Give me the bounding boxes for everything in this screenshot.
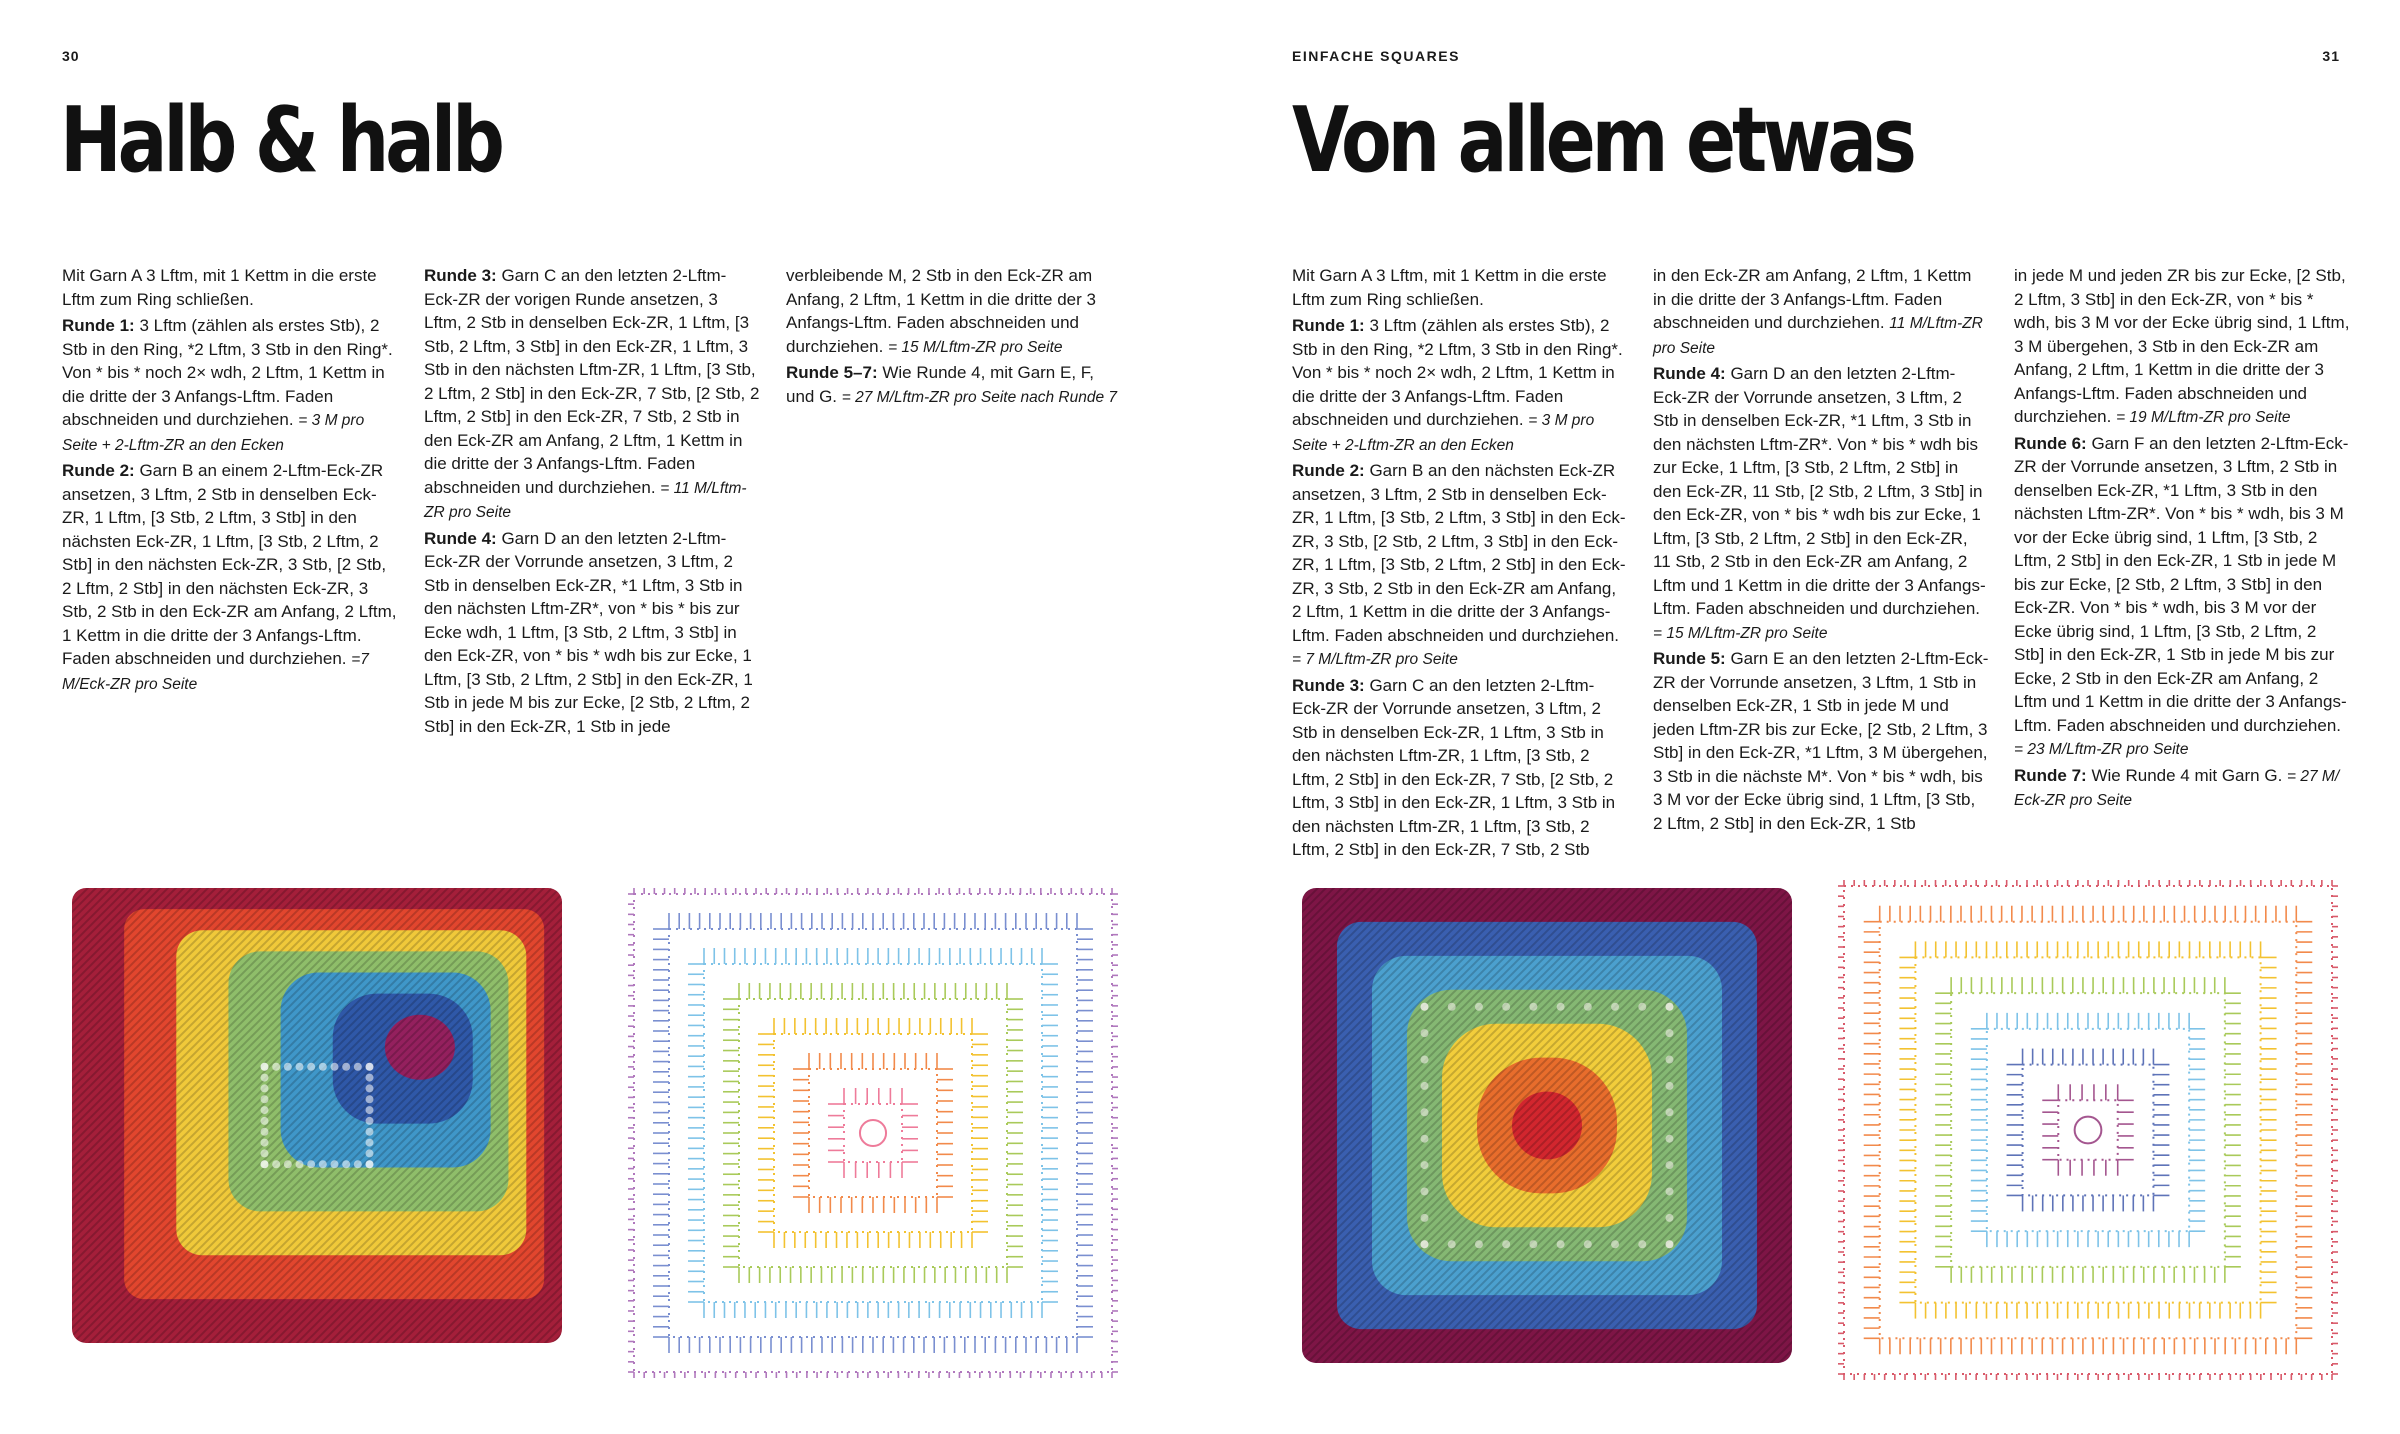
stitch-gap	[261, 1095, 269, 1103]
stitch-gap	[1502, 1240, 1510, 1248]
stitch-gap	[354, 1063, 362, 1071]
crochet-chart-diagram	[1838, 880, 2338, 1380]
stitch-gap	[1421, 1082, 1429, 1090]
stitch-gap	[319, 1160, 327, 1168]
instruction-paragraph: Runde 2: Garn B an den nächsten Eck-ZR ansetzen, 3 Lftm, 2 Stb in denselben Eck-ZR, 1 Lftm, [3 Stb, 2 Lftm, 3 Stb] in den Eck-ZR, 3 Stb, [2 Stb, 2 Lftm, 3 Stb] in den Eck-ZR, 1 Lftm, [3 Stb, 2 Lftm, 2 Stb] in den Eck-ZR, 3 Stb, 2 Stb in den Eck-ZR am Anfang, 2 Lftm, 1 Kettm in die dritte der 3 Anfangs-Lftm. Faden abschneiden und durchziehen. = 7 M/Lftm-ZR pro Seite	[1292, 461, 1626, 668]
stitch-gap	[366, 1139, 374, 1147]
stitch-gap	[319, 1063, 327, 1071]
instruction-column-3	[786, 264, 1122, 411]
stitch-gap	[1666, 1082, 1674, 1090]
chart-round	[1951, 993, 2225, 1267]
stitch-gap	[1502, 1003, 1510, 1011]
stitch-gap	[1666, 1161, 1674, 1169]
stitch-gap	[1557, 1003, 1565, 1011]
chart-round	[809, 1069, 937, 1197]
stitch-gap	[342, 1063, 350, 1071]
stitch-gap	[1584, 1003, 1592, 1011]
stitch-gap	[1666, 1135, 1674, 1143]
crochet-square-photo	[72, 888, 562, 1343]
crochet-square-photo	[1302, 888, 1792, 1363]
stitch-gap	[1666, 1214, 1674, 1222]
chart-round	[704, 964, 1042, 1302]
stitch-gap	[284, 1160, 292, 1168]
stitch-gap	[366, 1149, 374, 1157]
stitch-gap	[1584, 1240, 1592, 1248]
right-page	[1200, 0, 2400, 1434]
crochet-square-image	[72, 888, 562, 1343]
stitch-gap	[1666, 1108, 1674, 1116]
stitch-gap	[1421, 1214, 1429, 1222]
instruction-paragraph: Runde 7: Wie Runde 4 mit Garn G. = 27 M/ Eck-ZR pro Seite	[2014, 765, 2340, 809]
chart-round	[2023, 1065, 2154, 1196]
stitch-gap	[366, 1160, 374, 1168]
stitch-gap	[272, 1160, 280, 1168]
instruction-paragraph: in den Eck-ZR am Anfang, 2 Lftm, 1 Kettm in die dritte der 3 Anfangs-Lftm. Faden abschneiden und durchziehen. 11 M/Lftm-ZR pro Seite	[1653, 266, 1983, 357]
instruction-paragraph: Runde 1: 3 Lftm (zählen als erstes Stb), 2 Stb in den Ring, *2 Lftm, 3 Stb in den Ring*. Von * bis * noch 2× wdh, 2 Lftm, 1 Kettm in die dritte der 3 Anfangs-Lftm. Faden abschneiden und durchziehen. = 3 M pro Seite + 2-Lftm-ZR an den Ecken	[1292, 316, 1623, 454]
page-number: 31	[2322, 48, 2340, 64]
section-header: EINFACHE SQUARES	[1292, 48, 1460, 64]
page-title: Von allem etwas	[1292, 88, 1913, 193]
stitch-gap	[261, 1106, 269, 1114]
stitch-gap	[307, 1063, 315, 1071]
instruction-paragraph: Runde 5–7: Wie Runde 4, mit Garn E, F, und G. = 27 M/Lftm-ZR pro Seite nach Runde 7	[786, 363, 1118, 406]
instruction-column-2	[1653, 264, 1989, 838]
stitch-gap	[1421, 1108, 1429, 1116]
chart-round	[1880, 922, 2297, 1339]
instruction-paragraph: Runde 3: Garn C an den letzten 2-Lftm-Eck-ZR der vorigen Runde ansetzen, 3 Lftm, 2 Stb in denselben Eck-ZR, 1 Lftm, [3 Stb, 2 Lftm, 3 Stb] in den Eck-ZR, 1 Lftm, 3 Stb in den nächsten Lftm-ZR, 1 Lftm, [3 Stb, 2 Lftm, 2 Stb] in den Eck-ZR, 7 Stb, [2 Stb, 2 Lftm, 2 Stb] in den Eck-ZR, 7 Stb, 2 Stb in den Eck-ZR am Anfang, 2 Lftm, 1 Kettm in die dritte der 3 Anfangs-Lftm. Faden abschneiden und durchziehen. = 11 M/Lftm-ZR pro Seite	[424, 266, 760, 521]
stitch-gap	[1666, 1187, 1674, 1195]
instruction-paragraph: Runde 3: Garn C an den letzten 2-Lftm-Eck-ZR der Vorrunde ansetzen, 3 Lftm, 2 Stb in denselben Eck-ZR, 1 Lftm, 3 Stb in den nächsten Lftm-ZR, 1 Lftm, [3 Stb, 2 Lftm, 2 Stb] in den Eck-ZR, 7 Stb, [2 Stb, 2 Lftm, 3 Stb] in den Eck-ZR, 1 Lftm, 3 Stb in den nächsten Lftm-ZR, 1 Lftm, [3 Stb, 2 Lftm, 2 Stb] in den Eck-ZR, 7 Stb, 2 Stb	[1292, 675, 1616, 859]
crochet-chart-image	[1838, 880, 2338, 1380]
stitch-gap	[261, 1139, 269, 1147]
instruction-column-1	[1292, 264, 1628, 865]
stitch-gap	[366, 1063, 374, 1071]
stitch-gap	[1666, 1056, 1674, 1064]
stitch-gap	[366, 1084, 374, 1092]
stitch-gap	[261, 1149, 269, 1157]
stitch-gap	[1421, 1161, 1429, 1169]
chart-round	[2058, 1100, 2117, 1159]
page-number: 30	[62, 48, 80, 64]
instruction-paragraph: Runde 1: 3 Lftm (zählen als erstes Stb), 2 Stb in den Ring, *2 Lftm, 3 Stb in den Ring*. Von * bis * noch 2× wdh, 2 Lftm, 1 Kettm in die dritte der 3 Anfangs-Lftm. Faden abschneiden und durchziehen. = 3 M pro Seite + 2-Lftm-ZR an den Ecken	[62, 316, 393, 454]
instruction-paragraph: Mit Garn A 3 Lftm, mit 1 Kettm in die erste Lftm zum Ring schließen.	[1292, 266, 1607, 309]
stitch-gap	[331, 1160, 339, 1168]
stitch-gap	[1448, 1003, 1456, 1011]
stitch-gap	[1611, 1003, 1619, 1011]
chart-round	[1987, 1029, 2189, 1231]
chart-round	[1915, 957, 2260, 1302]
instruction-column-2	[424, 264, 760, 741]
stitch-gap	[261, 1117, 269, 1125]
chart-round	[1844, 886, 2332, 1374]
stitch-gap	[354, 1160, 362, 1168]
yarn-texture	[1512, 1092, 1582, 1160]
instruction-paragraph: Runde 4: Garn D an den letzten 2-Lftm-Eck-ZR der Vorrunde ansetzen, 3 Lftm, 2 Stb in denselben Eck-ZR, *1 Lftm, 3 Stb in den nächsten Lftm-ZR*, von * bis * bis zur Ecke wdh, 1 Lftm, [3 Stb, 2 Lftm, 3 Stb] in den Eck-ZR, von * bis * wdh bis zur Ecke, 1 Lftm, [3 Stb, 2 Lftm, 2 Stb] in den Eck-ZR, 1 Stb in jede M bis zur Ecke, [2 Stb, 2 Lftm, 2 Stb] in den Eck-ZR, 1 Stb in jede	[424, 528, 753, 736]
stitch-gap	[261, 1063, 269, 1071]
stitch-gap	[1666, 1240, 1674, 1248]
stitch-gap	[1475, 1003, 1483, 1011]
stitch-gap	[1475, 1240, 1483, 1248]
chart-round	[739, 999, 1007, 1267]
page-title: Halb & halb	[60, 88, 501, 193]
stitch-gap	[261, 1128, 269, 1136]
instruction-paragraph: Runde 6: Garn F an den letzten 2-Lftm-Eck-ZR der Vorrunde ansetzen, 3 Lftm, 2 Stb in denselben Eck-ZR, *1 Lftm, 3 Stb in den nächsten Lftm-ZR*. Von * bis * wdh, bis 3 M vor der Ecke übrig sind, 1 Lftm, [3 Stb, 2 Lftm, 2 Stb] in den Eck-ZR, 1 Stb in jede M bis zur Ecke, [2 Stb, 2 Lftm, 3 Stb] in den Eck-ZR. Von * bis * wdh, bis 3 M vor der Ecke übrig sind, 1 Lftm, [3 Stb, 2 Lftm, 2 Stb] in den Eck-ZR, 1 Stb in jede M bis zur Ecke, 2 Stb in den Eck-ZR am Anfang, 2 Lftm und 1 Kettm in die dritte der 3 Anfangs-Lftm. Faden abschneiden und durchziehen. = 23 M/Lftm-ZR pro Seite	[2014, 433, 2349, 758]
stitch-gap	[296, 1160, 304, 1168]
chart-round	[634, 894, 1112, 1372]
stitch-gap	[1638, 1003, 1646, 1011]
stitch-gap	[1421, 1240, 1429, 1248]
chart-ring	[2075, 1117, 2102, 1144]
instruction-column-1	[62, 264, 398, 698]
stitch-gap	[1666, 1029, 1674, 1037]
stitch-gap	[331, 1063, 339, 1071]
stitch-gap	[342, 1160, 350, 1168]
yarn-texture	[385, 1015, 455, 1080]
stitch-gap	[366, 1128, 374, 1136]
stitch-gap	[1421, 1029, 1429, 1037]
instruction-paragraph: Runde 2: Garn B an einem 2-Lftm-Eck-ZR ansetzen, 3 Lftm, 2 Stb in denselben Eck-ZR, 1 Lftm, [3 Stb, 2 Lftm, 3 Stb] in den nächsten Eck-ZR, 1 Lftm, [3 Stb, 2 Lftm, 2 Stb] in den nächsten Eck-ZR, 3 Stb, [2 Stb, 2 Lftm, 2 Stb] in den nächsten Eck-ZR, 3 Stb, 2 Stb in den Eck-ZR am Anfang, 2 Lftm, 1 Kettm in die dritte der 3 Anfangs-Lftm. Faden abschneiden und durchziehen. =7 M/Eck-ZR pro Seite	[62, 461, 397, 693]
stitch-gap	[284, 1063, 292, 1071]
stitch-gap	[1421, 1056, 1429, 1064]
chart-ring	[860, 1120, 886, 1146]
instruction-column-3	[2014, 264, 2350, 815]
stitch-gap	[366, 1074, 374, 1082]
stitch-gap	[1611, 1240, 1619, 1248]
stitch-gap	[1421, 1003, 1429, 1011]
crochet-square-image	[1302, 888, 1792, 1363]
chart-round	[844, 1104, 902, 1162]
stitch-gap	[1557, 1240, 1565, 1248]
stitch-gap	[366, 1095, 374, 1103]
crochet-chart-diagram	[628, 888, 1118, 1378]
stitch-gap	[272, 1063, 280, 1071]
instruction-paragraph: Runde 5: Garn E an den letzten 2-Lftm-Eck-ZR der Vorrunde ansetzen, 3 Lftm, 1 Stb in denselben Eck-ZR, 1 Stb in jede M und jeden Lftm-ZR bis zur Ecke, [2 Stb, 2 Lftm, 3 Stb] in den Eck-ZR, *1 Lftm, 3 M übergehen, 3 Stb in die nächste M*. Von * bis * wdh, bis 3 M vor der Ecke übrig sind, 1 Lftm, [3 Stb, 2 Lftm, 2 Stb] in den Eck-ZR, 1 Stb	[1653, 649, 1989, 833]
stitch-gap	[366, 1106, 374, 1114]
instruction-paragraph: verbleibende M, 2 Stb in den Eck-ZR am Anfang, 2 Lftm, 1 Kettm in die dritte der 3 Anfangs-Lftm. Faden abschneiden und durchziehen. = 15 M/Lftm-ZR pro Seite	[786, 266, 1096, 356]
stitch-gap	[1529, 1240, 1537, 1248]
instruction-paragraph: in jede M und jeden ZR bis zur Ecke, [2 Stb, 2 Lftm, 3 Stb] in den Eck-ZR, von * bis * wdh, bis 3 M vor der Ecke übrig sind, 1 Lftm, 3 M übergehen, 3 Stb in den Eck-ZR am Anfang, 2 Lftm, 1 Kettm in die dritte der 3 Anfangs-Lftm. Faden abschneiden und durchziehen. = 19 M/Lftm-ZR pro Seite	[2014, 266, 2350, 426]
stitch-gap	[366, 1117, 374, 1125]
instruction-paragraph: Runde 4: Garn D an den letzten 2-Lftm-Eck-ZR der Vorrunde ansetzen, 3 Lftm, 2 Stb in denselben Eck-ZR, *1 Lftm, 3 Stb in den nächsten Lftm-ZR*. Von * bis * wdh bis zur Ecke, 1 Lftm, [3 Stb, 2 Lftm, 2 Stb] in den Eck-ZR, 11 Stb, [2 Stb, 2 Lftm, 3 Stb] in den Eck-ZR, von * bis * wdh bis zur Ecke, 1 Lftm, [3 Stb, 2 Lftm, 2 Stb] in den Eck-ZR, 11 Stb, 2 Stb in den Eck-ZR am Anfang, 2 Lftm und 1 Kettm in die dritte der 3 Anfangs-Lftm. Faden abschneiden und durchziehen. = 15 M/Lftm-ZR pro Seite	[1653, 364, 1986, 642]
stitch-gap	[1448, 1240, 1456, 1248]
stitch-gap	[261, 1160, 269, 1168]
stitch-gap	[1666, 1003, 1674, 1011]
stitch-gap	[261, 1074, 269, 1082]
instruction-paragraph: Mit Garn A 3 Lftm, mit 1 Kettm in die erste Lftm zum Ring schließen.	[62, 266, 377, 309]
stitch-gap	[296, 1063, 304, 1071]
stitch-gap	[1421, 1135, 1429, 1143]
stitch-gap	[1529, 1003, 1537, 1011]
stitch-gap	[1421, 1187, 1429, 1195]
stitch-gap	[307, 1160, 315, 1168]
crochet-chart-image	[628, 888, 1118, 1378]
stitch-gap	[1638, 1240, 1646, 1248]
stitch-gap	[261, 1084, 269, 1092]
